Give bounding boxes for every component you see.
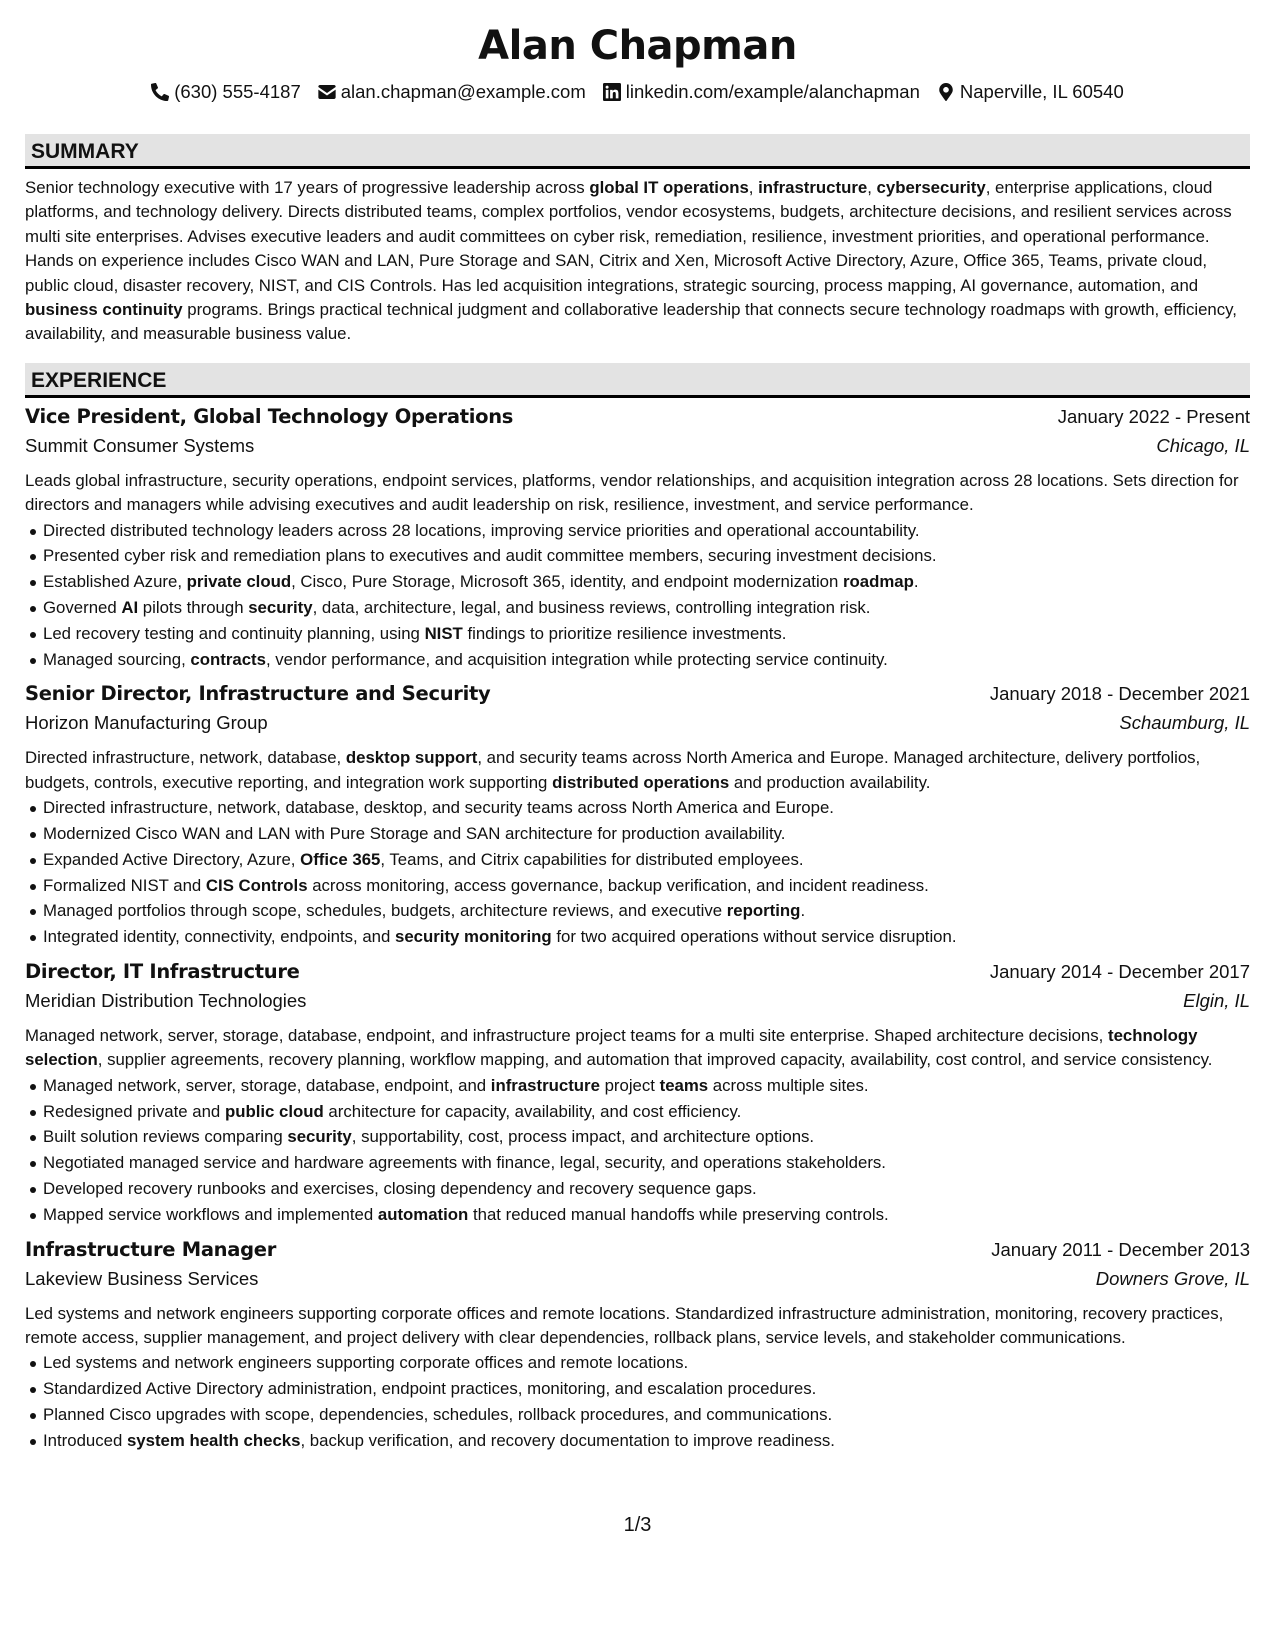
text-run: , data, architecture, legal, and business reviews, controlling integration risk.	[312, 598, 871, 618]
achievement-bullet	[43, 569, 1250, 595]
text-run: Introduced	[43, 1430, 127, 1450]
bold-keyword: Office 365	[300, 849, 381, 869]
job-entry	[25, 682, 1250, 950]
bold-keyword: business continuity	[25, 300, 183, 320]
text-run: Directed infrastructure, network, database,	[25, 748, 346, 768]
bold-keyword: system health checks	[126, 1430, 301, 1450]
bold-keyword: NIST	[424, 623, 463, 643]
bold-keyword: contracts	[190, 649, 266, 669]
job-description	[25, 746, 1250, 795]
job-header	[25, 405, 1250, 435]
text-run: , vendor performance, and acquisition integration while protecting service continuity.	[265, 649, 888, 669]
linkedin-icon	[603, 83, 621, 101]
bold-keyword: security monitoring	[395, 927, 552, 947]
job-dates: January 2022 - Present	[1057, 405, 1250, 427]
text-run: pilots through	[138, 598, 249, 618]
achievement-bullet	[43, 543, 1250, 569]
achievement-list	[25, 1073, 1250, 1228]
text-run: Mapped service workflows and implemented	[43, 1204, 378, 1224]
section-heading-summary: SUMMARY	[25, 134, 1250, 169]
job-title: Infrastructure Manager	[25, 1237, 277, 1261]
job-location: Elgin, IL	[1183, 990, 1250, 1012]
text-run: Established Azure,	[43, 572, 187, 592]
job-subheader	[25, 712, 1250, 740]
job-subheader	[25, 1268, 1250, 1296]
text-run: findings to prioritize resilience investments.	[462, 623, 787, 643]
text-run: programs. Brings practical technical judgment and collaborative leadership that connects secure technology roadmaps with growth, efficiency, availability, and measurable business value.	[25, 300, 1237, 344]
phone-text: (630) 555-4187	[174, 81, 301, 102]
text-run: Led systems and network engineers supporting corporate offices and remote locations. Standardized infrastructure administration, monitoring, recovery practices, remote access, supplier management, and project delivery with clear dependencies, rollback plans, service levels, and stakeholder communications.	[25, 1303, 1224, 1348]
text-run: that reduced manual handoffs while preserving controls.	[468, 1204, 889, 1224]
text-run: project	[599, 1075, 660, 1095]
achievement-list	[25, 518, 1250, 673]
job-description	[25, 1024, 1250, 1073]
bold-keyword: infrastructure	[758, 178, 868, 197]
achievement-bullet	[43, 924, 1250, 950]
job-subheader	[25, 990, 1250, 1018]
company-name: Horizon Manufacturing Group	[25, 712, 268, 734]
achievement-bullet	[43, 647, 1250, 673]
text-run: Managed sourcing,	[43, 649, 191, 669]
job-dates: January 2011 - December 2013	[991, 1238, 1250, 1260]
contact-location	[937, 81, 1124, 103]
text-run: ,	[748, 178, 759, 197]
text-run: for two acquired operations without service disruption.	[551, 927, 957, 947]
achievement-bullet	[43, 1150, 1250, 1176]
text-run: , supportability, cost, process impact, and architecture options.	[351, 1127, 815, 1147]
job-description	[25, 1302, 1250, 1351]
text-run: , Cisco, Pure Storage, Microsoft 365, identity, and endpoint modernization	[291, 572, 844, 592]
job-title: Director, IT Infrastructure	[25, 960, 300, 984]
bold-keyword: cybersecurity	[876, 178, 986, 197]
job-title: Vice President, Global Technology Operations	[25, 404, 514, 428]
bold-keyword: roadmap	[843, 572, 914, 592]
bold-keyword: desktop support	[345, 748, 478, 768]
achievement-list	[25, 1350, 1250, 1453]
achievement-bullet	[43, 821, 1250, 847]
achievement-bullet	[43, 621, 1250, 647]
location-text: Naperville, IL 60540	[959, 81, 1124, 102]
text-run: and production availability.	[729, 772, 931, 792]
envelope-icon	[318, 83, 336, 101]
summary-paragraph	[25, 176, 1250, 347]
experience-section	[25, 363, 1250, 1454]
bold-keyword: CIS Controls	[205, 875, 308, 895]
job-header	[25, 960, 1250, 990]
text-run: , and security teams across North America and Europe. Managed architecture, delivery portfolios, budgets, controls, executive reporting, and integration work supporting	[25, 748, 1201, 792]
email-text: alan.chapman@example.com	[340, 81, 586, 102]
contact-bar	[25, 78, 1250, 106]
job-entry	[25, 405, 1250, 673]
text-run: Negotiated managed service and hardware agreements with finance, legal, security, and operations stakeholders.	[43, 1153, 886, 1173]
text-run: Managed network, server, storage, database, endpoint, and infrastructure project teams for a multi site enterprise. Shaped architecture decisions,	[25, 1026, 1108, 1046]
bold-keyword: global IT operations	[589, 178, 749, 197]
achievement-bullet	[43, 1428, 1250, 1454]
text-run: Modernized Cisco WAN and LAN with Pure Storage and SAN architecture for production availability.	[43, 824, 786, 844]
bold-keyword: security	[248, 598, 313, 618]
job-location: Schaumburg, IL	[1119, 712, 1250, 734]
text-run: Directed distributed technology leaders across 28 locations, improving service priorities and operational accountability.	[43, 520, 920, 540]
achievement-bullet	[43, 1124, 1250, 1150]
achievement-bullet	[43, 1073, 1250, 1099]
contact-email[interactable]	[318, 81, 586, 103]
text-run: across monitoring, access governance, backup verification, and incident readiness.	[307, 875, 929, 895]
job-dates: January 2014 - December 2017	[989, 961, 1250, 983]
achievement-bullet	[43, 1099, 1250, 1125]
bold-keyword: infrastructure	[490, 1075, 600, 1095]
phone-icon	[151, 83, 169, 101]
job-header	[25, 1238, 1250, 1268]
section-heading-experience: EXPERIENCE	[25, 363, 1250, 398]
linkedin-text: linkedin.com/example/alanchapman	[625, 81, 920, 102]
text-run: Integrated identity, connectivity, endpoints, and	[43, 927, 396, 947]
text-run: Built solution reviews comparing	[43, 1127, 288, 1147]
achievement-bullet	[43, 1176, 1250, 1202]
text-run: , supplier agreements, recovery planning, workflow mapping, and automation that improved capacity, availability, cost control, and service consistency.	[97, 1050, 1213, 1070]
bold-keyword: technology selection	[25, 1026, 1198, 1070]
page-number: 1/3	[623, 1514, 652, 1536]
company-name: Lakeview Business Services	[25, 1267, 259, 1289]
summary-section	[25, 134, 1250, 347]
text-run: Managed network, server, storage, database, endpoint, and	[43, 1075, 491, 1095]
company-name: Summit Consumer Systems	[25, 434, 255, 456]
text-run: Standardized Active Directory administration, endpoint practices, monitoring, and escalation procedures.	[43, 1379, 817, 1399]
text-run: ,	[867, 178, 877, 197]
text-run: Senior technology executive with 17 years of progressive leadership across	[25, 178, 590, 197]
achievement-bullet	[43, 518, 1250, 544]
contact-phone[interactable]	[151, 81, 301, 103]
text-run: Led systems and network engineers supporting corporate offices and remote locations.	[43, 1353, 689, 1373]
job-entry	[25, 1238, 1250, 1454]
text-run: , Teams, and Citrix capabilities for distributed employees.	[380, 849, 804, 869]
achievement-bullet	[43, 1350, 1250, 1376]
text-run: Governed	[43, 598, 122, 618]
job-dates: January 2018 - December 2021	[989, 683, 1250, 705]
bold-keyword: teams	[659, 1075, 709, 1095]
job-header	[25, 682, 1250, 712]
map-marker-icon	[937, 83, 955, 101]
text-run: , enterprise applications, cloud platforms, and technology delivery. Directs distributed teams, complex portfolios, vendor ecosystems, budgets, architecture decisions, and resilient services across multi site enterprises. Advises executive leaders and audit committees on cyber risk, remediation, resilience, investment priorities, and operational performance. Hands on experience includes Cisco WAN and LAN, Pure Storage and SAN, Citrix and Xen, Microsoft Active Directory, Azure, Office 365, Teams, private cloud, public cloud, disaster recovery, NIST, and CIS Controls. Has led acquisition integrations, strategic sourcing, process mapping, AI governance, automation, and	[25, 178, 1232, 295]
text-run: architecture for capacity, availability, and cost efficiency.	[323, 1101, 742, 1121]
bold-keyword: automation	[377, 1204, 469, 1224]
achievement-bullet	[43, 898, 1250, 924]
text-run: Expanded Active Directory, Azure,	[43, 849, 301, 869]
contact-linkedin[interactable]	[603, 81, 920, 103]
text-run: .	[800, 901, 806, 921]
text-run: Leads global infrastructure, security operations, endpoint services, platforms, vendor relationships, and acquisition integration across 28 locations. Sets direction for directors and managers while advising executives and audit leadership on risk, resilience, investment, and service performance.	[25, 470, 1239, 515]
achievement-bullet	[43, 595, 1250, 621]
job-subheader	[25, 435, 1250, 463]
job-description	[25, 469, 1250, 518]
text-run: Led recovery testing and continuity planning, using	[43, 623, 425, 643]
bold-keyword: private cloud	[186, 572, 292, 592]
achievement-bullet	[43, 1402, 1250, 1428]
achievement-bullet	[43, 873, 1250, 899]
bold-keyword: AI	[121, 598, 139, 618]
experience-list	[25, 405, 1250, 1454]
job-entry	[25, 960, 1250, 1228]
text-run: Formalized NIST and	[43, 875, 206, 895]
achievement-bullet	[43, 847, 1250, 873]
text-run: Managed portfolios through scope, schedules, budgets, architecture reviews, and executive	[43, 901, 727, 921]
company-name: Meridian Distribution Technologies	[25, 990, 307, 1012]
candidate-name: Alan Chapman	[478, 23, 797, 69]
achievement-bullet	[43, 795, 1250, 821]
text-run: Redesigned private and	[43, 1101, 225, 1121]
bold-keyword: reporting	[726, 901, 801, 921]
achievement-bullet	[43, 1376, 1250, 1402]
text-run: Developed recovery runbooks and exercises, closing dependency and recovery sequence gaps.	[43, 1179, 757, 1199]
job-title: Senior Director, Infrastructure and Security	[25, 682, 491, 706]
text-run: across multiple sites.	[708, 1075, 869, 1095]
text-run: , backup verification, and recovery documentation to improve readiness.	[300, 1430, 835, 1450]
text-run: Planned Cisco upgrades with scope, dependencies, schedules, rollback procedures, and communications.	[43, 1405, 833, 1425]
job-location: Downers Grove, IL	[1095, 1267, 1250, 1289]
bold-keyword: public cloud	[224, 1101, 324, 1121]
achievement-bullet	[43, 1202, 1250, 1228]
text-run: .	[913, 572, 919, 592]
text-run: Directed infrastructure, network, database, desktop, and security teams across North America and Europe.	[43, 798, 834, 818]
achievement-list	[25, 795, 1250, 950]
text-run: Presented cyber risk and remediation plans to executives and audit committee members, securing investment decisions.	[43, 546, 937, 566]
bold-keyword: security	[287, 1127, 352, 1147]
bold-keyword: distributed operations	[552, 772, 730, 792]
job-location: Chicago, IL	[1156, 434, 1250, 456]
